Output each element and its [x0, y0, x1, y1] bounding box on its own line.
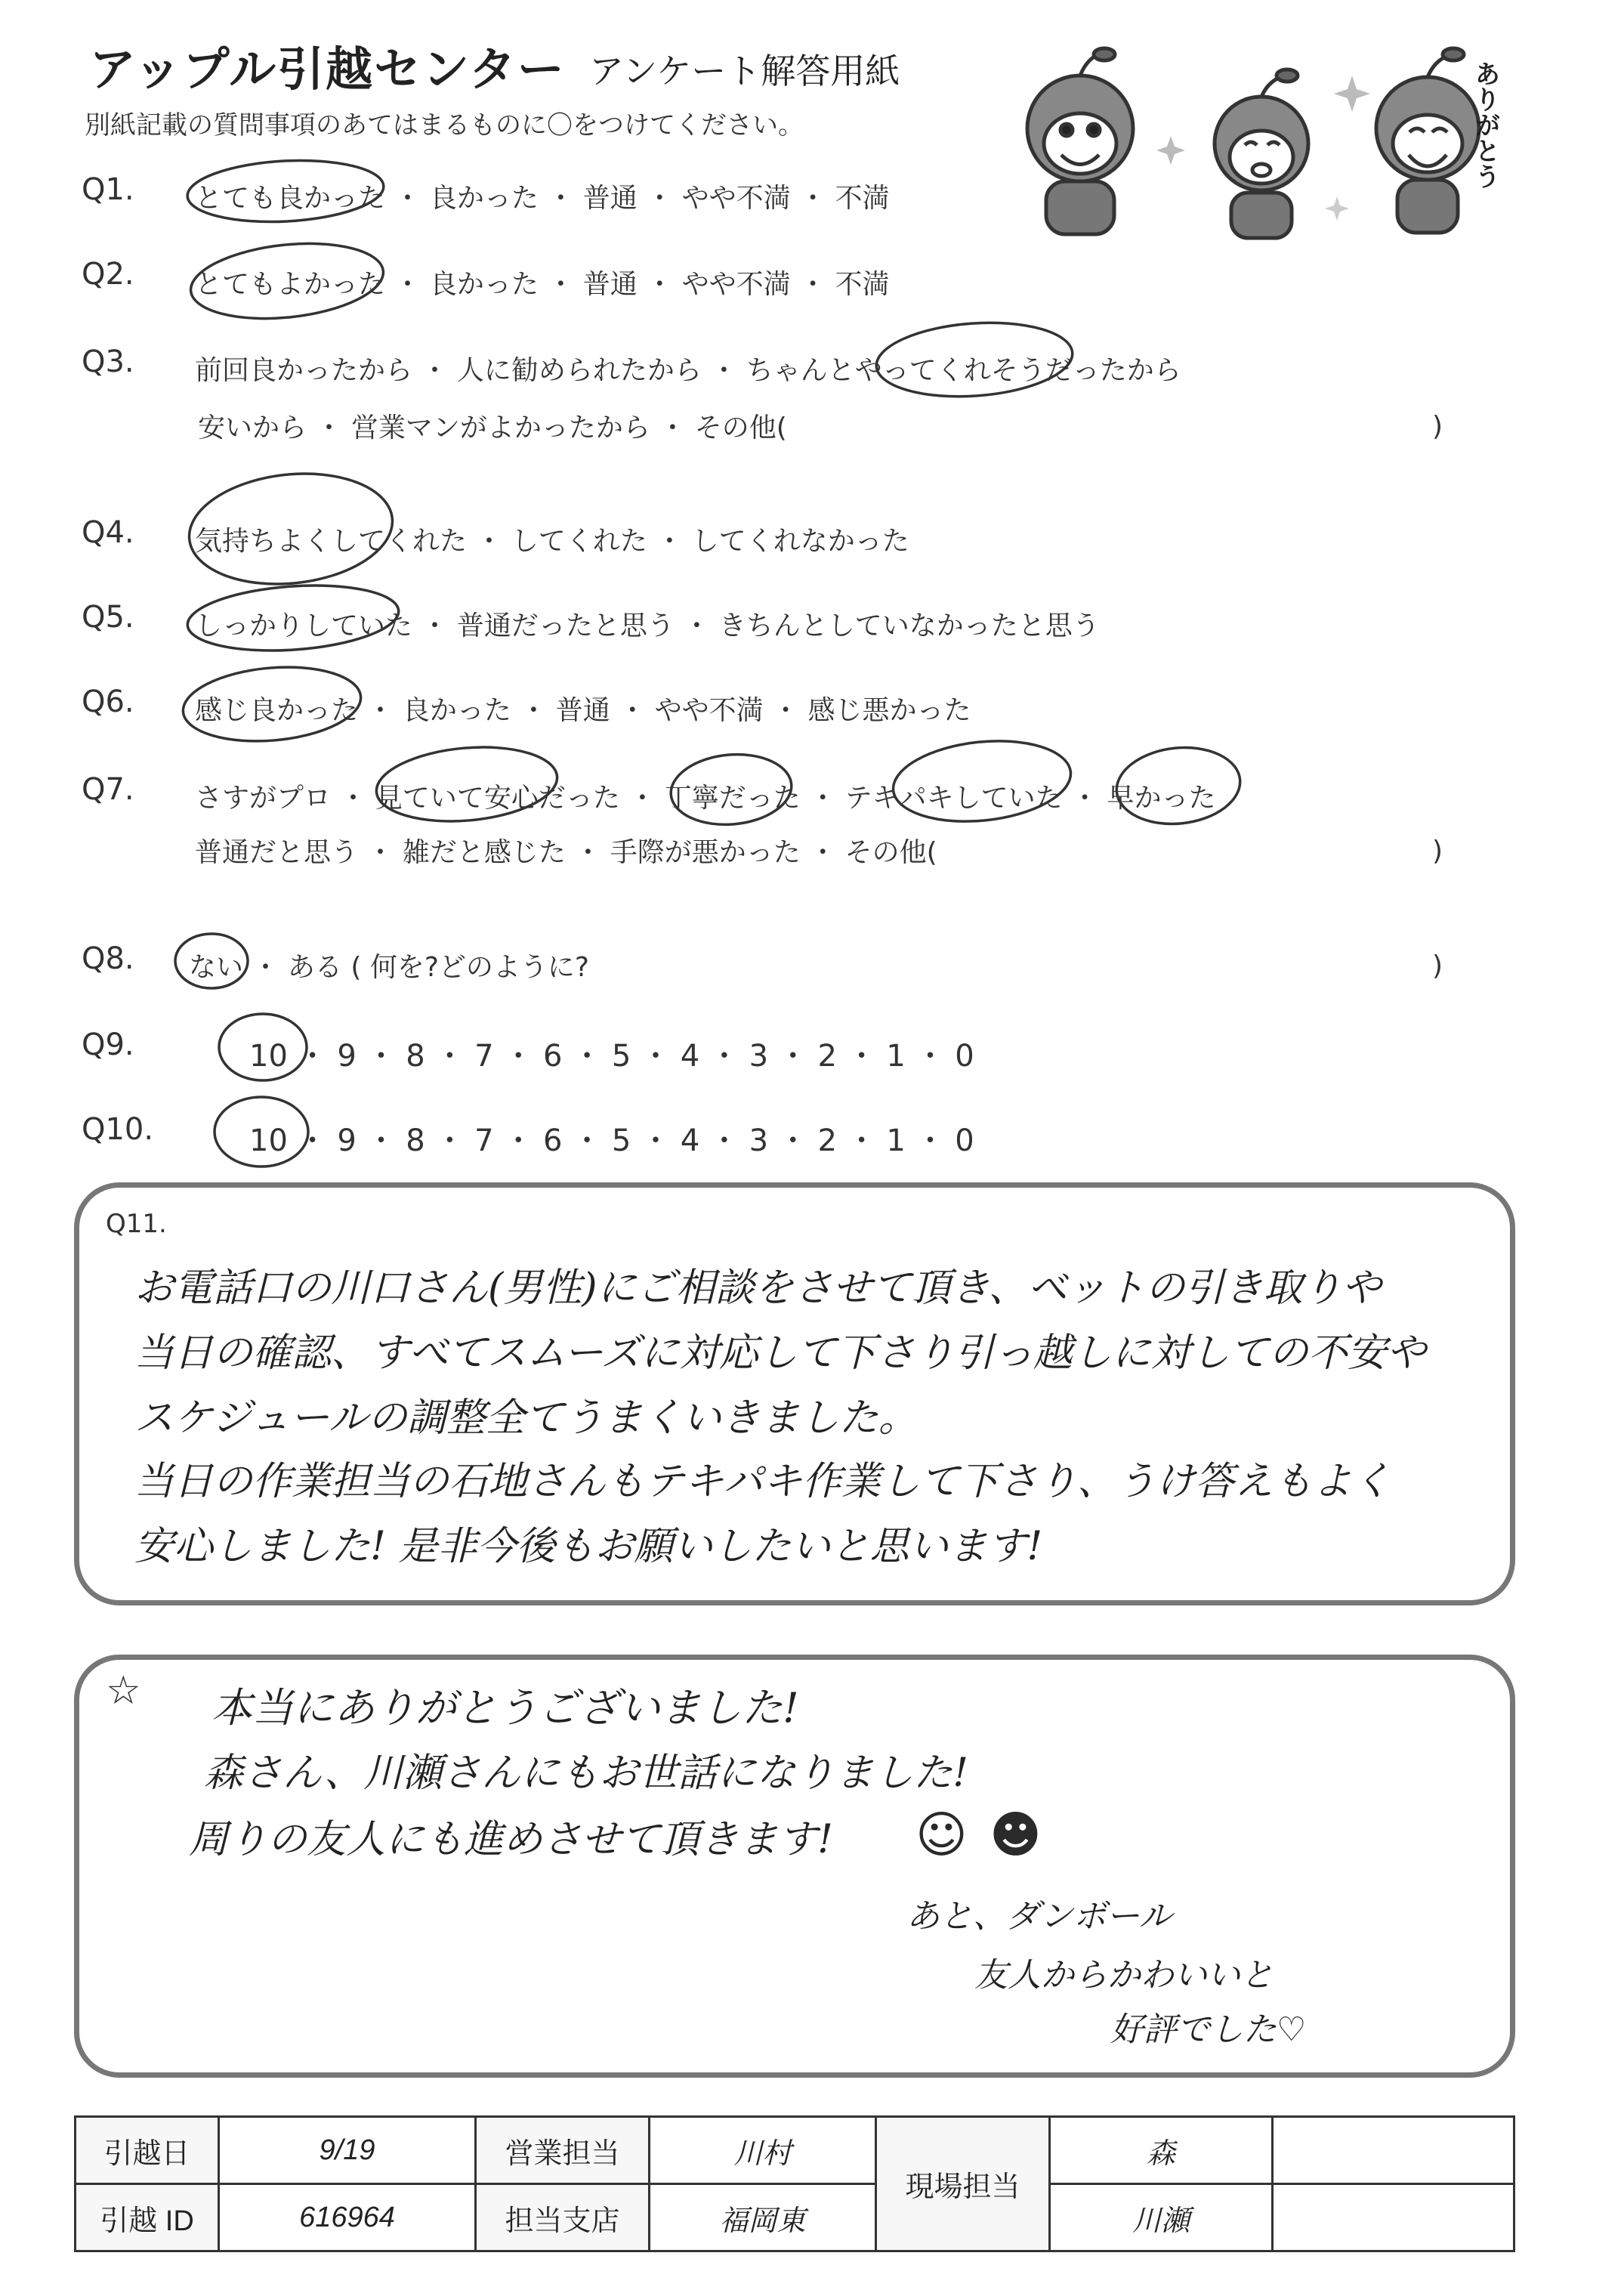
q3-paren-close: ) — [1432, 411, 1443, 442]
q6-options: 感じ良かった ・ 良かった ・ 普通 ・ やや不満 ・ 感じ悪かった — [195, 695, 971, 726]
q3-options-line2: 安いから ・ 営業マンがよかったから ・ その他( — [198, 413, 787, 443]
q3-answer-circle — [874, 317, 1075, 403]
move-date-label: 引越日 — [76, 2117, 219, 2184]
comment-line-1: 本当にありがとうございました! — [211, 1684, 799, 1732]
move-id-label: 引越 ID — [76, 2184, 219, 2251]
q6-label: Q6. — [82, 685, 134, 719]
side-note-line-3: 好評でした♡ — [1110, 2010, 1307, 2049]
smiley-icon: ☺ — [915, 1806, 968, 1864]
q11-text-line-2: 当日の確認、すべてスムーズに対応して下さり引っ越しに対しての不安や — [134, 1330, 1426, 1376]
q9-scale: 10 ・ 9 ・ 8 ・ 7 ・ 6 ・ 5 ・ 4 ・ 3 ・ 2 ・ 1 ・ 0 — [249, 1039, 974, 1074]
company-title: アップル引越センター — [89, 42, 566, 97]
site-rep-label: 現場担当 — [876, 2117, 1050, 2251]
sales-rep-label: 営業担当 — [476, 2117, 650, 2184]
q3-options-line1: 前回良かったから ・ 人に勧められたから ・ ちゃんとやってくれそうだったから — [195, 355, 1181, 386]
q9-answer-circle — [219, 1014, 307, 1080]
q1-answer-circle — [186, 156, 385, 226]
q5-answer-circle — [185, 579, 400, 657]
site-rep-empty-2 — [1273, 2184, 1514, 2251]
side-note-line-2: 友人からかわいいと — [974, 1956, 1274, 1995]
q10-answer-circle — [215, 1097, 308, 1167]
q7-label: Q7. — [82, 772, 134, 807]
q11-text-line-5: 安心しました! 是非今後もお願いしたいと思います! — [134, 1524, 1043, 1569]
footer-table — [74, 2115, 1515, 2252]
form-title: アンケート解答用紙 — [589, 51, 900, 91]
q7-options-line2: 普通だと思う ・ 雑だと感じた ・ 手際が悪かった ・ その他( — [195, 837, 937, 868]
move-date-value: 9/19 — [219, 2117, 476, 2184]
q6-answer-circle — [180, 660, 363, 748]
branch-value: 福岡東 — [650, 2184, 876, 2251]
comment-line-2: 森さん、川瀬さんにもお世話になりました! — [204, 1751, 969, 1796]
q1-label: Q1. — [82, 172, 134, 207]
q9-label: Q9. — [82, 1028, 134, 1062]
comment-line-3: 周りの友人にも進めさせて頂きます! — [189, 1817, 833, 1862]
q10-scale: 10 ・ 9 ・ 8 ・ 7 ・ 6 ・ 5 ・ 4 ・ 3 ・ 2 ・ 1 ・ 0 — [249, 1123, 974, 1158]
q2-options: とてもよかった ・ 良かった ・ 普通 ・ やや不満 ・ 不満 — [195, 269, 890, 300]
q11-label: Q11. — [106, 1209, 167, 1239]
move-id-value: 616964 — [219, 2184, 476, 2251]
q11-text-line-4: 当日の作業担当の石地さんもテキパキ作業して下さり、うけ答えもよく — [134, 1459, 1392, 1504]
star-icon: ☆ — [106, 1668, 141, 1714]
q8-options: ない ・ ある ( 何を?どのように? — [189, 952, 590, 983]
site-rep-value-2: 川瀬 — [1050, 2184, 1273, 2251]
q7-paren-close: ) — [1432, 836, 1443, 867]
q2-answer-circle — [187, 235, 387, 327]
mascot-caption: ありがとう — [1470, 60, 1500, 189]
q10-label: Q10. — [82, 1112, 154, 1147]
q8-paren-close: ) — [1432, 950, 1443, 981]
q2-label: Q2. — [82, 257, 134, 292]
q5-options: しっかりしていた ・ 普通だったと思う ・ きちんとしていなかったと思う — [195, 610, 1100, 641]
q7-answer-circle-teinei — [668, 749, 794, 830]
instruction-text: 別紙記載の質問事項のあてはまるものに〇をつけてください。 — [85, 110, 804, 141]
q7-options-line1: さすがプロ ・ 見ていて安心だった ・ 丁寧だった ・ テキパキしていた ・ 早かった — [195, 783, 1216, 814]
q11-text-line-1: お電話口の川口さん(男性)にご相談をさせて頂き、ベットの引き取りや — [134, 1265, 1382, 1311]
q7-answer-circle-hayakatta — [1113, 742, 1244, 830]
side-note-line-1: あと、ダンボール — [906, 1897, 1172, 1936]
sales-rep-value: 川村 — [650, 2117, 876, 2184]
q11-text-line-3: スケジュールの調整全てうまくいきました。 — [134, 1395, 918, 1441]
q3-label: Q3. — [82, 345, 134, 379]
smiley-icon-2: ☻ — [990, 1806, 1042, 1864]
q4-options: 気持ちよくしてくれた ・ してくれた ・ してくれなかった — [195, 526, 909, 557]
q4-answer-circle — [184, 464, 398, 593]
q1-options: とても良かった ・ 良かった ・ 普通 ・ やや不満 ・ 不満 — [195, 183, 890, 214]
q8-answer-circle — [175, 934, 248, 988]
q7-answer-circle-tekipaki — [889, 733, 1075, 830]
q4-label: Q4. — [82, 515, 134, 550]
q8-label: Q8. — [82, 941, 134, 976]
branch-label: 担当支店 — [476, 2184, 650, 2251]
site-rep-empty-1 — [1273, 2117, 1514, 2184]
q7-answer-circle-anshin — [373, 740, 560, 829]
q5-label: Q5. — [82, 600, 134, 635]
site-rep-value-1: 森 — [1050, 2117, 1273, 2184]
